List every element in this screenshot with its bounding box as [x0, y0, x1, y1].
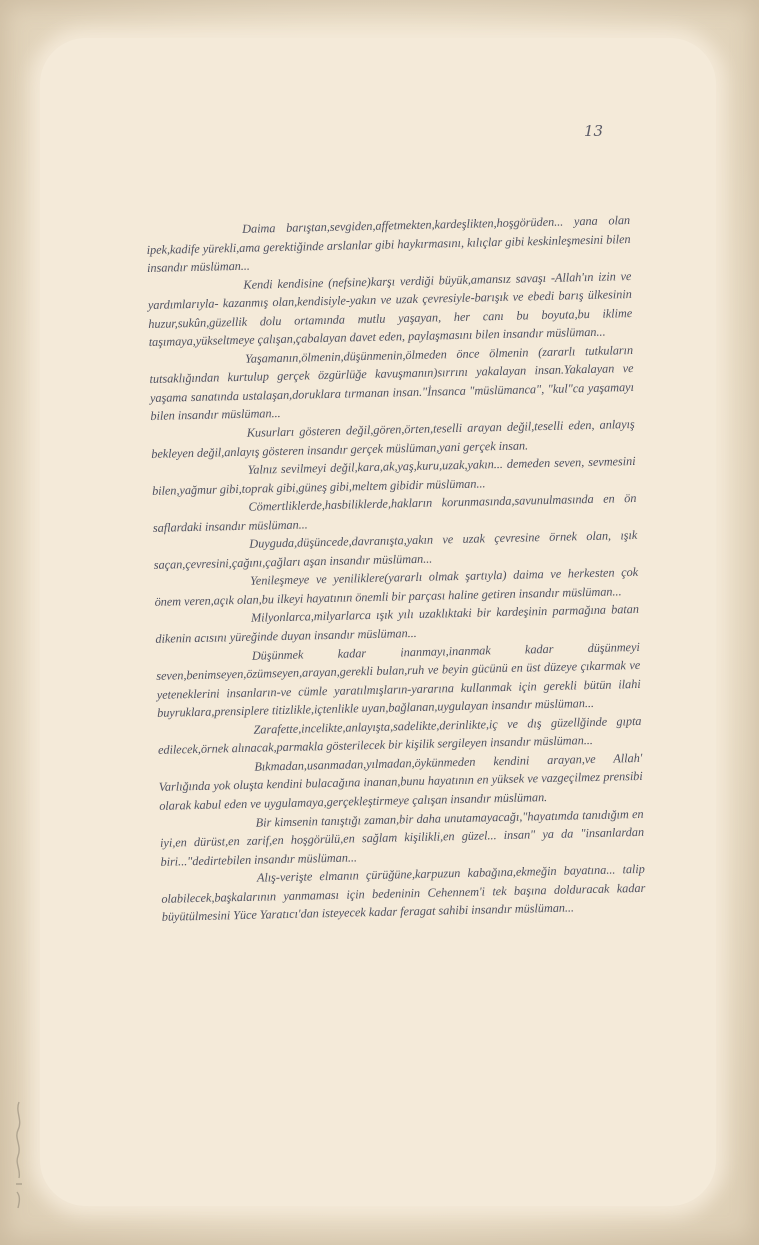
paragraph: Cömertliklerde,hasbiliklerde,hakların korunmasında,savunulmasında en ön saflardaki insandır müslüman... [152, 491, 637, 535]
paragraph: Yenileşmeye ve yeniliklere(yararlı olmak şartıyla) daima ve herkesten çok önem veren,açık olan,bu ilkeyi hayatının önemli bir parçası haline getiren insandır müslüman... [154, 565, 639, 609]
paragraph: Bir kimsenin tanıştığı zaman,bir daha unutamayacağı,"hayatımda tanıdığım en iyi,en dürüst,en zarif,en hoşgörülü,en sağlam kişilikli,en güzel... insan" ya da "insanlardan biri..."dedirtebilen insandır müslüman... [159, 806, 645, 869]
body-text [146, 211, 646, 927]
paragraph: Milyonlarca,milyarlarca ışık yılı uzaklıktaki bir kardeşinin parmağına batan dikenin acısını yüreğinde duyan insandır müslüman... [155, 602, 640, 646]
paragraph: Zarafette,incelikte,anlayışta,sadelikte,derinlikte,iç ve dış güzellğinde gıpta edilecek,örnek alınacak,parmakla gösterilecek bir kişilik sergileyen insandır müslüman... [157, 713, 642, 758]
paragraph: Alış-verişte elmanın çürüğüne,karpuzun kabağına,ekmeğin bayatına... talip olabilecek,başkalarının yanmaması için bedeninin Cehennem'i tek başına dolduracak kadar büyütülmesini Yüce Yaratıcı'dan isteyecek kadar feragat sahibi insandır müslüman... [161, 861, 646, 925]
side-signature-mark [8, 1100, 30, 1210]
paragraph: Duyguda,düşüncede,davranışta,yakın ve uzak çevresine örnek olan, ışık saçan,çevresini,çağını,çağları aşan insandır müslüman... [153, 528, 638, 572]
paragraph: Daima barıştan,sevgiden,affetmekten,kardeşlikten,hoşgörüden... yana olan ipek,kadife yürekli,ama gerektiğinde arslanlar gibi haykırmasını, kılıçlar gibi keskinleşmesini bilen insandır müslüman... [146, 213, 631, 276]
paragraph: Düşünmek kadar inanmayı,inanmak kadar düşünmeyi seven,benimseyen,özümseyen,arayan,gerekli bulan,ruh ve beyin gücünü en üst düzeye çıkarmak ve yeteneklerini insanların-ve cümle yaratılmışların-yararına kullanmak için gerekli bütün ilahi buyruklara,prensiplere titizlikle,içtenlikle uyan,bağlanan,uygulayan insandır müslüman... [156, 639, 641, 721]
paragraph: Yaşamanın,ölmenin,düşünmenin,ölmeden önce ölmenin (zararlı tutkuların tutsaklığından kurtulup gerçek özgürlüğe kavuşmanın)sırrını yakalayan insan.Yakalayan ve yaşama sanatında ustalaşan,doruklara tırmanan insan."İnsanca "müslümanca", "kul"ca yaşamayı bilen insandır müslüman... [149, 342, 635, 424]
paragraph: Kusurları gösteren değil,gören,örten,teselli arayan değil,teselli eden, anlayış bekleyen değil,anlayış gösteren insandır gerçek müslüman,yani gerçek insan. [151, 416, 635, 461]
page-number: 13 [584, 122, 604, 140]
paragraph: Kendi kendisine (nefsine)karşı verdiği büyük,amansız savaşı -Allah'ın izin ve yardımlarıyla- kazanmış olan,kendisiyle-yakın ve uzak çevresiyle-barışık ve ebedi barış ülkesinin huzur,sukûn,güzellik dolu ortamında mutlu yaşayan, her canı bu boyuta,bu iklime taşımaya,yükseltmeye çalışan,çabalayan davet eden, paylaşmasını bilen insandır müslüman... [147, 268, 633, 350]
paragraph: Bıkmadan,usanmadan,yılmadan,öykünmeden kendini arayan,ve Allah' Varlığında yok oluşta kendini bulacağına inanan,bunu hayatının en yüksek ve vazgeçilmez prensibi olarak kabul eden ve uygulamaya,gerçekleştirmeye çalışan insandır müslüman. [158, 750, 643, 813]
paragraph: Yalnız sevilmeyi değil,kara,ak,yaş,kuru,uzak,yakın... demeden seven, sevmesini bilen,yağmur gibi,toprak gibi,güneş gibi,meltem gibidir müslüman... [151, 454, 636, 498]
